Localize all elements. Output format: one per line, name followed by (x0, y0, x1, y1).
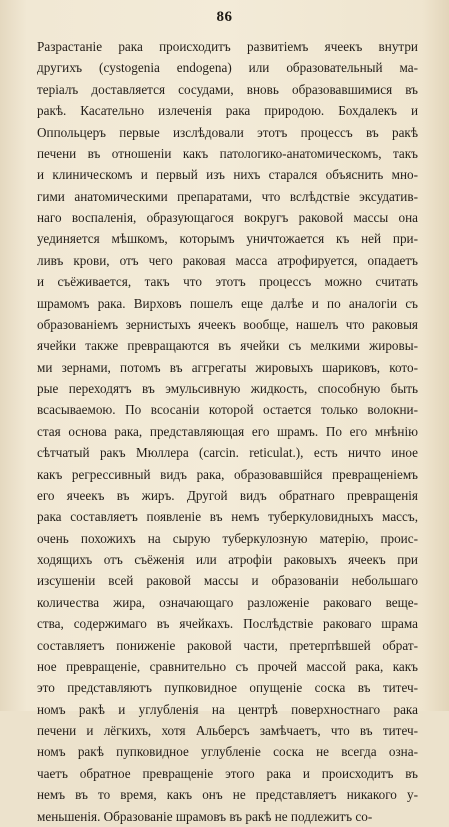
text-line: какъ регрессивный видъ рака, образовавшійся превращеніемъ (37, 466, 418, 482)
text-line: количества жира, означающаго разложеніе раковаго веще- (37, 594, 418, 610)
text-line: ракѣ. Касательно излеченія рака природою. Бохдалекъ и (37, 103, 418, 119)
body-text (37, 36, 418, 827)
text-line: ходящихъ отъ съёженія или атрофіи раковыхъ ячеекъ при (37, 552, 418, 567)
text-line: наго воспаленія, образующагося вокругъ раковой массы она (37, 210, 418, 225)
text-line: теріалъ доставляется сосудами, вновь образовавшимися въ (37, 81, 418, 97)
text-line: это представляютъ пупковидное опущеніе соска въ титеч- (37, 680, 418, 696)
text-line: его ячеекъ въ жиръ. Другой видъ обратнаго превращенія (37, 487, 418, 503)
text-line: ное превращеніе, сравнительно съ прочей массой рака, какъ (37, 658, 418, 674)
text-line: стая основа рака, представляющая его шрамъ. По его мнѣнію (37, 423, 418, 439)
text-line: ливъ крови, отъ чего раковая масса атрофируется, опадаетъ (37, 252, 418, 268)
text-line: сѣтчатый ракъ Мюллера (carcin. reticulat.), есть ничто иное (37, 445, 418, 461)
text-line: ми зернами, потомъ въ аггрегаты жировыхъ шариковъ, кото- (37, 359, 418, 375)
text-line: ства, содержимаго въ ячейкахъ. Послѣдствіе раковаго шрама (37, 616, 418, 632)
text-line: уединяется мѣшкомъ, которымъ уничтожается къ ней при- (37, 231, 418, 247)
text-line: гими анатомическими препаратами, что вслѣдствіе эксудатив- (37, 188, 418, 204)
text-line: образованіемъ зернистыхъ ячеекъ вообще, нашелъ что раковыя (37, 316, 418, 332)
text-line: изсушеніи всей раковой массы и образованіи небольшаго (37, 573, 418, 589)
text-line: очень похожихъ на сырую туберкулозную матерію, проис- (37, 530, 418, 546)
text-line: ячейки также превращаются въ ячейки съ мелкими жировы- (37, 338, 418, 354)
text-line: составляетъ пониженіе раковой части, претерпѣвшей обрат- (37, 637, 418, 653)
text-line: шрамомъ рака. Вирховъ пошелъ еще далѣе и по аналогіи съ (37, 295, 418, 311)
text-line: меньшенія. Образованіе шрамовъ въ ракѣ не подлежитъ со- (37, 808, 373, 824)
text-line: чаетъ обратное превращеніе этого рака и происходитъ въ (37, 765, 418, 781)
text-line: и съёживается, такъ что этотъ процессъ можно считать (37, 274, 418, 290)
text-line: рака составляетъ появленіе въ немъ туберкуловидныхъ массъ, (37, 509, 418, 525)
text-line: немъ въ то время, какъ онъ не представляетъ никакого у- (37, 787, 418, 803)
text-line: печени и лёгкихъ, хотя Альберсъ замѣчаетъ, что въ титеч- (37, 723, 418, 738)
text-line: печени въ отношеніи какъ патологико-анатомическомъ, такъ (37, 145, 418, 161)
text-line: всасываемою. По всосаніи которой остается только волокни- (37, 402, 418, 418)
text-line: рые переходятъ въ эмульсивную жидкость, способную быть (37, 381, 418, 396)
text-line: другихъ (cystogenia endogena) или образовательный ма- (37, 60, 418, 76)
text-line: Оппольцеръ первые изслѣдовали этотъ процессъ въ ракѣ (37, 124, 418, 140)
text-line: Разрастаніе рака происходитъ развитіемъ ячеекъ внутри (37, 39, 418, 54)
text-line: номъ ракѣ и углубленія на центрѣ поверхностнаго рака (37, 701, 418, 717)
text-line: номъ ракѣ пупковидное углубленіе соска не всегда озна- (37, 744, 418, 760)
text-line: и клиническомъ и первый изъ нихъ старался объяснить мно- (37, 167, 418, 183)
page-number: 86 (216, 9, 233, 25)
